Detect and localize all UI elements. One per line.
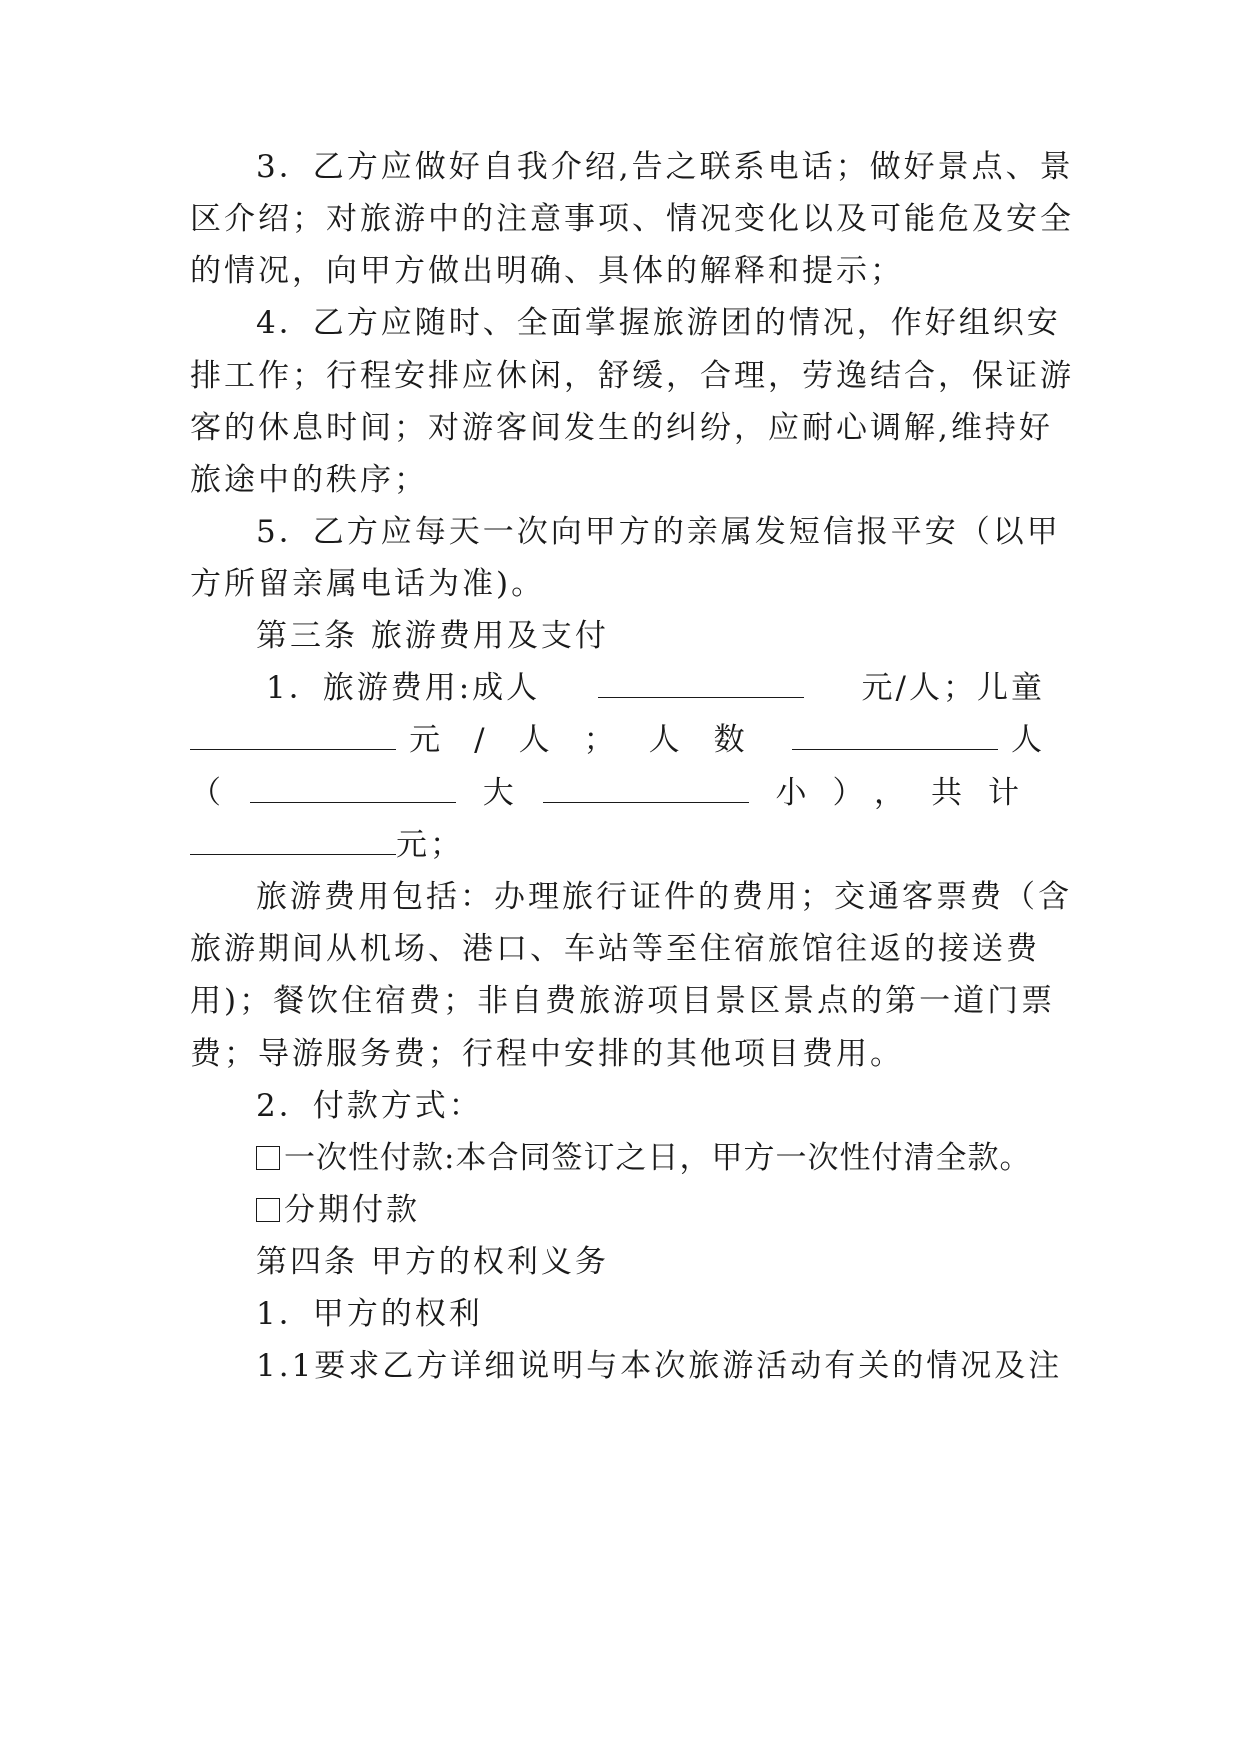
lump-sum-label: 一次性付款:本合同签订之日，甲方一次性付清全款。 [284, 1140, 1032, 1176]
fee-line4 [190, 825, 1045, 865]
installment-label: 分期付款 [284, 1192, 420, 1228]
fee-people-unit: 人 [1010, 722, 1045, 758]
adult-fee-blank[interactable] [598, 673, 804, 698]
fee-line1 [266, 668, 1045, 708]
para3-line3: 的情况，向甲方做出明确、具体的解释和提示； [190, 253, 904, 289]
fee-count-label: 元/人；人数 [409, 722, 779, 758]
includes-line4: 费；导游服务费；行程中安排的其他项目费用。 [190, 1036, 904, 1072]
fee-line2 [190, 720, 1045, 760]
payment-option-installment[interactable] [256, 1190, 1045, 1230]
fee-line3 [190, 773, 1045, 813]
para4-line3: 客的休息时间；对游客间发生的纠纷，应耐心调解,维持好 [190, 410, 1053, 446]
payment-option-lump-sum[interactable] [256, 1138, 1076, 1178]
para4-line4: 旅途中的秩序； [190, 462, 428, 498]
para4-line2: 排工作；行程安排应休闲，舒缓，合理，劳逸结合，保证游 [190, 358, 1074, 394]
children-count-blank[interactable] [543, 778, 749, 803]
article3-title: 第三条 旅游费用及支付 [256, 618, 609, 654]
people-count-blank[interactable] [792, 725, 998, 750]
adults-count-blank[interactable] [250, 778, 456, 803]
fee-paren-open: （ [190, 775, 224, 811]
includes-line3: 用)；餐饮住宿费；非自费旅游项目景区景点的第一道门票 [190, 983, 1056, 1019]
includes-line1: 旅游费用包括：办理旅行证件的费用；交通客票费（含 [256, 879, 1072, 915]
para4-line1: 4．乙方应随时、全面掌握旅游团的情况，作好组织安 [256, 305, 1061, 341]
fee-adult-label: 1．旅游费用:成人 [266, 670, 541, 706]
payment-title: 2．付款方式： [256, 1088, 483, 1124]
fee-yuan-label: 元； [396, 827, 464, 863]
total-fee-blank[interactable] [190, 830, 396, 855]
fee-adults-label: 大 [482, 775, 517, 811]
para5-line1: 5．乙方应每天一次向甲方的亲属发短信报平安（以甲 [256, 514, 1061, 550]
article4-title: 第四条 甲方的权利义务 [256, 1244, 609, 1280]
rights-title: 1．甲方的权利 [256, 1296, 483, 1332]
right-1-1: 1.1要求乙方详细说明与本次旅游活动有关的情况及注 [256, 1348, 1063, 1384]
para5-line2: 方所留亲属电话为准)。 [190, 566, 546, 602]
child-fee-blank[interactable] [190, 725, 396, 750]
installment-checkbox[interactable] [256, 1198, 280, 1222]
para3-line1: 3．乙方应做好自我介绍,告之联系电话；做好景点、景 [256, 149, 1074, 185]
fee-child-label: 元/人；儿童 [861, 670, 1045, 706]
lump-sum-checkbox[interactable] [256, 1146, 280, 1170]
includes-line2: 旅游期间从机场、港口、车站等至住宿旅馆往返的接送费 [190, 931, 1040, 967]
para3-line2: 区介绍；对旅游中的注意事项、情况变化以及可能危及安全 [190, 201, 1074, 237]
fee-total-label: 小），共计 [775, 775, 1045, 811]
